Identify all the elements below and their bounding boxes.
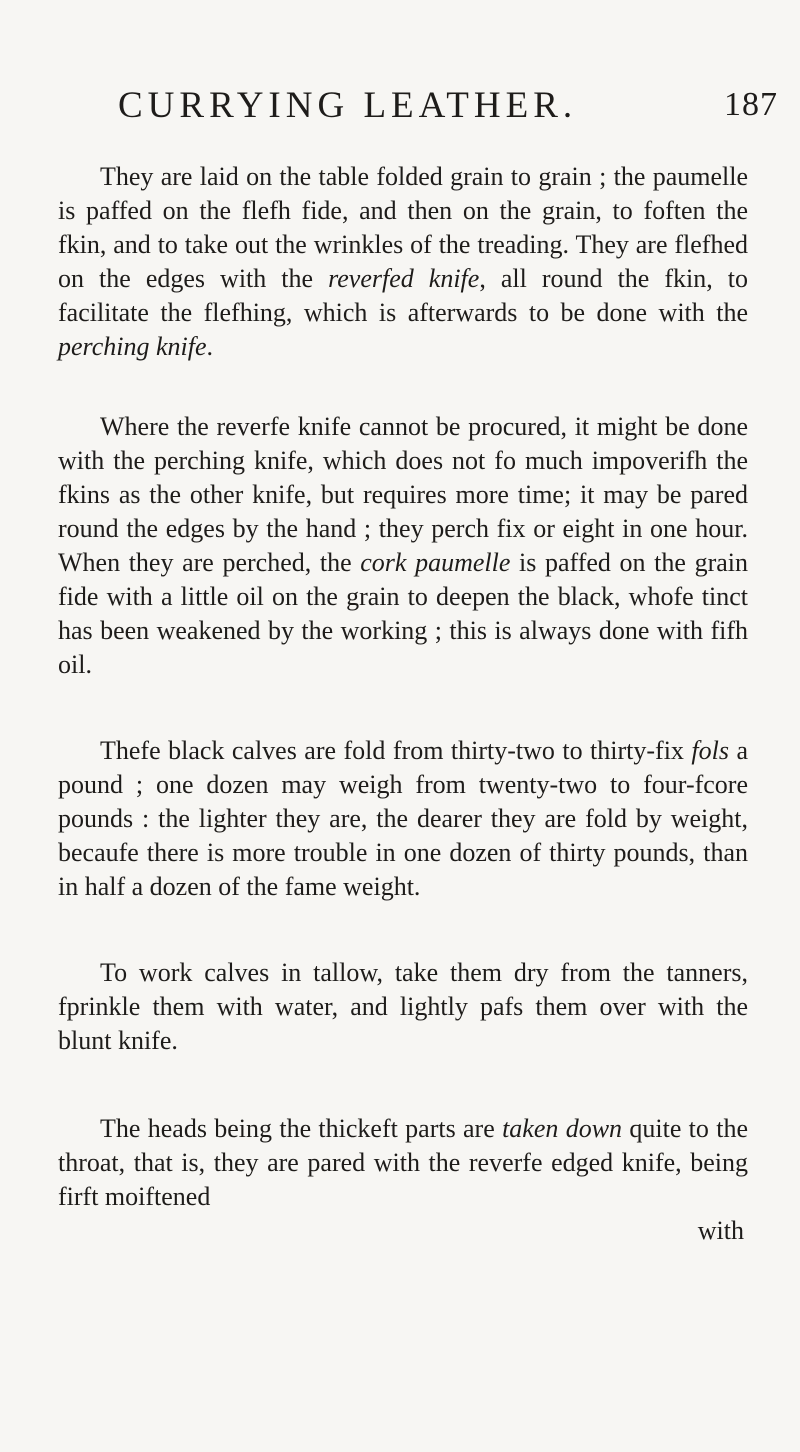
- paragraph-1-italic-perching-knife: perching knife: [58, 332, 207, 361]
- paragraph-1-italic-reversed-knife: reverfed knife: [328, 264, 480, 293]
- paragraph-1-text-e: .: [206, 332, 213, 361]
- paragraph-1-text-a: They are laid on the table folded grain to grain ; the paumelle is paffed on the flefh fide, and then on the grain, to foften the fkin, and to take out the wrinkles of the treading. They are flefhed on the edges with the: [58, 162, 748, 293]
- paragraph-1-text-c: , all round the fkin, to facilitate the flefhing, which is afterwards to be done with the: [58, 264, 748, 327]
- paragraph-5: [58, 1112, 748, 1248]
- paragraph-4-text-a: To work calves in tallow, take them dry from the tanners, fprinkle them with water, and lightly pafs them over with the blunt knife.: [58, 958, 748, 1055]
- paragraph-5-text-a: The heads being the thickeft parts are: [100, 1114, 503, 1143]
- paragraph-2-italic-cork-paumelle: cork paumelle: [360, 548, 511, 577]
- page-header: [118, 84, 778, 134]
- paragraph-3-text-a: Thefe black calves are fold from thirty-two to thirty-fix: [100, 736, 692, 765]
- paragraph-3-italic-fols: fols: [691, 736, 729, 765]
- paragraph-3-text-c: a pound ; one dozen may weigh from twenty-two to four-fcore pounds : the lighter they are, the dearer they are fold by weight, becaufe there is more trouble in one dozen of thirty pounds, than in half a dozen of the fame weight.: [58, 736, 748, 901]
- paragraph-2-text-c: is paffed on the grain fide with a little oil on the grain to deepen the black, whofe tinct has been weakened by the working ; this is always done with fifh oil.: [58, 548, 748, 679]
- paragraph-5-italic-taken-down: taken down: [502, 1114, 623, 1143]
- body-text: [58, 160, 748, 1248]
- paragraph-2: [58, 410, 748, 682]
- paragraph-5-text-c: quite to the throat, that is, they are pared with the reverfe edged knife, being firft moiftened: [58, 1114, 748, 1211]
- paragraph-4: [58, 956, 748, 1058]
- paragraph-1: [58, 160, 748, 364]
- catchword: with: [697, 1216, 744, 1245]
- page-number: 187: [724, 86, 778, 123]
- running-title: CURRYING LEATHER.: [118, 85, 578, 126]
- paragraph-3: [58, 734, 748, 904]
- paragraph-2-text-a: Where the reverfe knife cannot be procured, it might be done with the perching knife, which does not fo much impoverifh the fkins as the other knife, but requires more time; it may be pared round the edges by the hand ; they perch fix or eight in one hour. When they are perched, the: [58, 412, 748, 577]
